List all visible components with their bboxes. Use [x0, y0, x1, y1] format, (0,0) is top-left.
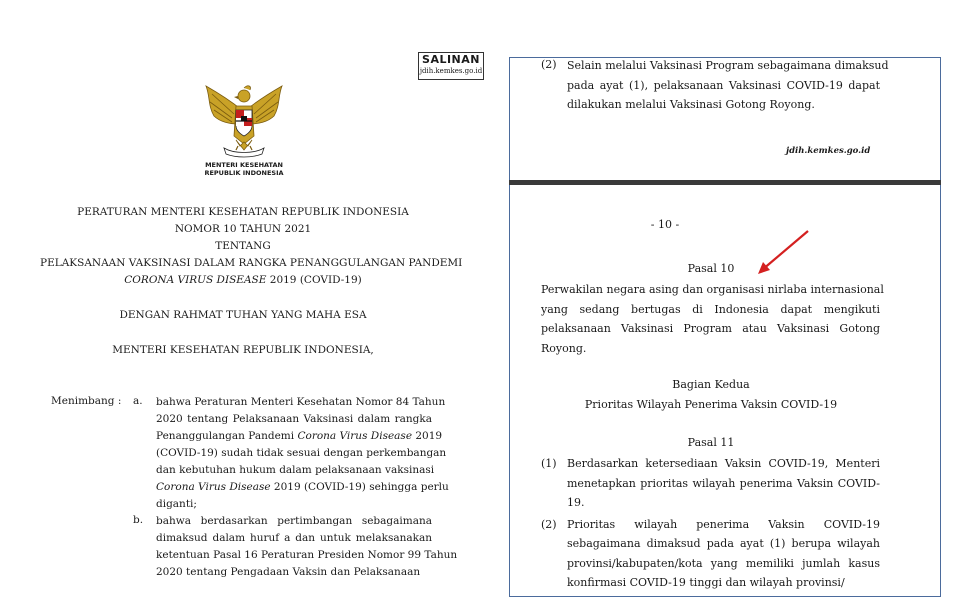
text-line: [156, 395, 446, 409]
bagian-title: Bagian Kedua: [672, 378, 750, 391]
text-span: Penanggulangan Pandemi: [156, 430, 298, 442]
menimbang-label: Menimbang :: [51, 395, 122, 407]
text-span: Prioritas wilayah penerima Vaksin COVID-19: [567, 517, 880, 531]
text-span: (COVID-19) sudah tidak sesuai dengan perkembangan: [156, 447, 447, 459]
bagian-subtitle: Prioritas Wilayah Penerima Vaksin COVID-19: [584, 398, 838, 411]
text-line: [156, 565, 432, 579]
text-line: [156, 446, 447, 460]
menimbang-item-letter: a.: [133, 395, 143, 407]
text-span: yang sedang bertugas di Indonesia dapat mengikuti: [541, 302, 880, 316]
rahmat-line: DENGAN RAHMAT TUHAN YANG MAHA ESA: [119, 309, 367, 321]
italic-term: Corona Virus Disease: [297, 430, 413, 442]
salinan-stamp: [418, 52, 484, 80]
text-line: [567, 456, 880, 471]
text-line: [156, 497, 432, 511]
regulation-subject-line1: PELAKSANAAN VAKSINASI DALAM RANGKA PENANGGULANGAN PANDEMI: [40, 257, 463, 269]
text-span: provinsi/kabupaten/kota yang memiliki jumlah kasus: [567, 556, 880, 570]
text-line: [567, 556, 880, 571]
regulation-subject-line2: [40, 273, 446, 287]
text-line: [567, 575, 880, 590]
text-line: [567, 78, 880, 93]
text-line: [541, 321, 880, 336]
subject-rest: 2019 (COVID-19): [266, 274, 362, 286]
salinan-url: jdih.kemkes.go.id: [419, 67, 483, 75]
text-line: [541, 302, 880, 317]
garuda-emblem-icon: [198, 80, 290, 160]
text-line: [541, 282, 884, 297]
caption-line-1: MENTERI KESEHATAN: [205, 161, 283, 169]
salinan-title: SALINAN: [422, 53, 480, 66]
text-line: [567, 495, 880, 510]
pasal-11-title: Pasal 11: [687, 436, 735, 449]
text-span: diganti;: [156, 498, 197, 510]
menteri-line: MENTERI KESEHATAN REPUBLIK INDONESIA,: [112, 344, 374, 356]
text-span: Royong.: [541, 341, 587, 355]
text-line: [156, 480, 449, 494]
text-span: 2020 tentang Pengadaan Vaksin dan Pelaksanaan: [156, 566, 421, 578]
text-span: Berdasarkan ketersediaan Vaksin COVID-19, Menteri: [567, 457, 880, 470]
text-span: sebagaimana dimaksud pada ayat (1) berupa wilayah: [567, 537, 880, 550]
text-span: 2019: [412, 430, 443, 442]
text-span: ketentuan Pasal 16 Peraturan Presiden Nomor 99 Tahun: [156, 549, 458, 561]
page-divider-bar: [509, 180, 941, 185]
menimbang-item-letter: b.: [133, 514, 144, 526]
text-line: [156, 514, 432, 528]
text-span: pelaksanaan Vaksinasi Program atau Vaksinasi Gotong: [541, 322, 880, 335]
pasal-10-title: Pasal 10: [687, 262, 735, 275]
text-span: 2019 (COVID-19) sehingga perlu: [270, 481, 449, 493]
text-line: [156, 548, 458, 562]
regulation-title-line1: PERATURAN MENTERI KESEHATAN REPUBLIK INDONESIA: [77, 206, 409, 218]
regulation-tentang: TENTANG: [215, 240, 271, 252]
text-span: bahwa Peraturan Menteri Kesehatan Nomor 84 Tahun: [156, 396, 446, 408]
item-number: (1): [541, 457, 557, 470]
text-span: 19.: [567, 496, 585, 509]
caption-line-2: REPUBLIK INDONESIA: [204, 169, 284, 177]
text-line: [567, 517, 880, 532]
text-span: Perwakilan negara asing dan organisasi nirlaba internasional: [541, 283, 884, 296]
text-span: dan kebutuhan hukum dalam pelaksanaan vaksinasi: [156, 464, 435, 476]
text-line: [567, 476, 880, 491]
text-line: [567, 97, 880, 112]
subject-italic: CORONA VIRUS DISEASE: [124, 274, 267, 286]
text-line: [156, 463, 435, 477]
regulation-number: NOMOR 10 TAHUN 2021: [174, 223, 312, 235]
ministry-caption: [180, 161, 308, 177]
text-line: [156, 412, 432, 426]
text-line: [156, 531, 432, 545]
text-span: konfirmasi COVID-19 tinggi dan wilayah provinsi/: [567, 576, 845, 589]
jdih-footer: jdih.kemkes.go.id: [786, 146, 871, 156]
text-line: [567, 536, 880, 551]
page-number: - 10 -: [650, 218, 680, 231]
text-span: dimaksud dalam huruf a dan untuk melaksanakan: [156, 532, 432, 544]
item-number: (2): [541, 517, 557, 531]
text-span: pada ayat (1), pelaksanaan Vaksinasi COVID-19 dapat: [567, 78, 880, 92]
text-line: [541, 341, 880, 356]
item-number: (2): [541, 58, 557, 71]
text-span: bahwa berdasarkan pertimbangan sebagaimana: [156, 515, 432, 527]
text-span: 2020 tentang Pelaksanaan Vaksinasi dalam rangka: [156, 413, 432, 425]
italic-term: Corona Virus Disease: [156, 481, 271, 493]
text-span: dilakukan melalui Vaksinasi Gotong Royong.: [567, 98, 815, 111]
text-span: menetapkan prioritas wilayah penerima Vaksin COVID-: [567, 476, 880, 490]
text-span: Selain melalui Vaksinasi Program sebagaimana dimaksud: [567, 59, 889, 72]
text-line: [156, 429, 443, 443]
text-line: [567, 58, 889, 73]
